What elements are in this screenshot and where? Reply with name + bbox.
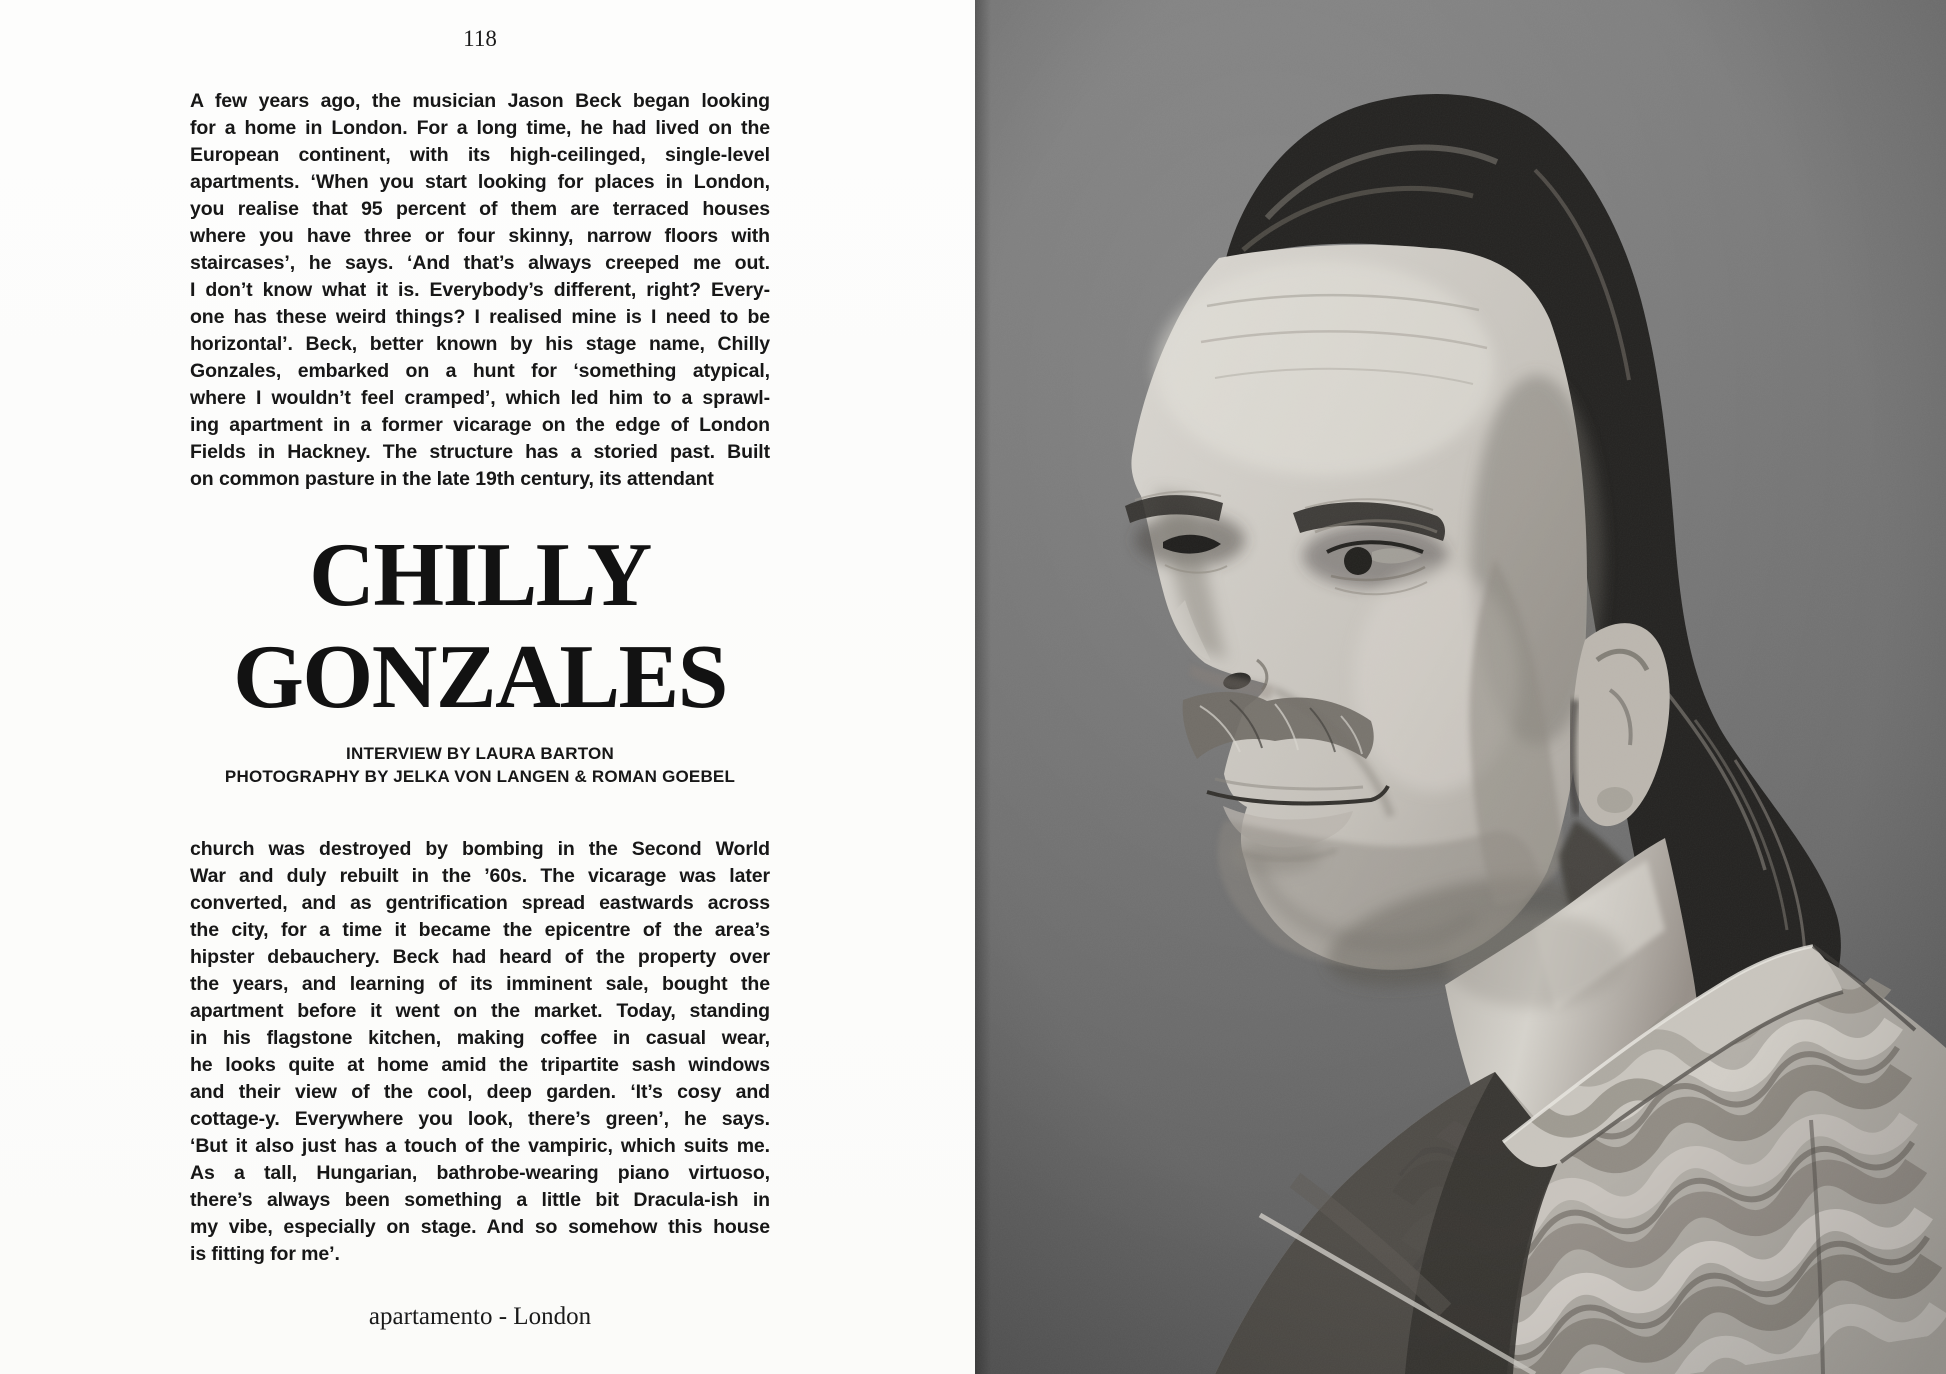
text-line: A few years ago, the musician Jason Beck began looking	[190, 90, 770, 112]
text-line: converted, and as gentrification spread eastwards across	[190, 892, 770, 914]
text-line: apartments. ‘When you start looking for places in London,	[190, 171, 770, 193]
article-title-line: CHILLY	[309, 524, 651, 625]
footer-caption: apartamento - London	[368, 1303, 592, 1330]
text-line: in his flagstone kitchen, making coffee in casual wear,	[190, 1027, 770, 1049]
text-line: church was destroyed by bombing in the Second World	[190, 838, 770, 860]
text-line: War and duly rebuilt in the ’60s. The vicarage was later	[190, 865, 770, 887]
text-line: staircases’, he says. ‘And that’s always creeped me out.	[190, 252, 770, 274]
text-line: I don’t know what it is. Everybody’s different, right? Every-	[190, 279, 770, 301]
text-line: cottage-y. Everywhere you look, there’s green’, he says.	[190, 1108, 770, 1130]
text-line: horizontal’. Beck, better known by his stage name, Chilly	[190, 333, 770, 355]
text-line: Fields in Hackney. The structure has a storied past. Built	[190, 441, 770, 463]
text-line: you realise that 95 percent of them are terraced houses	[190, 198, 770, 220]
article-title-line: GONZALES	[233, 626, 727, 727]
text-line: As a tall, Hungarian, bathrobe-wearing piano virtuoso,	[190, 1162, 770, 1184]
article-intro-paragraph	[190, 88, 770, 493]
portrait-photo	[975, 0, 1946, 1374]
text-line: where I wouldn’t feel cramped’, which led him to a sprawl-	[190, 387, 770, 409]
article-continuation-paragraph	[190, 836, 770, 1268]
page-number: 118	[463, 26, 497, 51]
film-grain	[975, 0, 1946, 1374]
text-line: there’s always been something a little bit Dracula-ish in	[190, 1189, 770, 1211]
text-line: on common pasture in the late 19th century, its attendant	[190, 468, 714, 490]
text-line: Gonzales, embarked on a hunt for ‘something atypical,	[190, 360, 770, 382]
text-line: ing apartment in a former vicarage on the edge of London	[190, 414, 770, 436]
text-line: apartment before it went on the market. Today, standing	[190, 1000, 770, 1022]
text-line: one has these weird things? I realised mine is I need to be	[190, 306, 770, 328]
text-line: is fitting for me’.	[190, 1243, 340, 1265]
article-title	[190, 524, 770, 728]
text-line: the years, and learning of its imminent sale, bought the	[190, 973, 770, 995]
right-page	[975, 0, 1946, 1374]
article-credits	[190, 742, 770, 788]
text-line: the city, for a time it became the epicentre of the area’s	[190, 919, 770, 941]
text-line: hipster debauchery. Beck had heard of the property over	[190, 946, 770, 968]
text-line: European continent, with its high-ceilinged, single-level	[190, 144, 770, 166]
interview-credit: INTERVIEW BY LAURA BARTON	[346, 744, 614, 763]
text-line: he looks quite at home amid the tripartite sash windows	[190, 1054, 770, 1076]
photography-credit: PHOTOGRAPHY BY JELKA VON LANGEN & ROMAN GOEBEL	[224, 767, 736, 786]
text-line: my vibe, especially on stage. And so somehow this house	[190, 1216, 770, 1238]
text-line: for a home in London. For a long time, he had lived on the	[190, 117, 770, 139]
text-line: and their view of the cool, deep garden. ‘It’s cosy and	[190, 1081, 770, 1103]
text-line: ‘But it also just has a touch of the vampiric, which suits me.	[190, 1135, 770, 1157]
text-line: where you have three or four skinny, narrow floors with	[190, 225, 770, 247]
